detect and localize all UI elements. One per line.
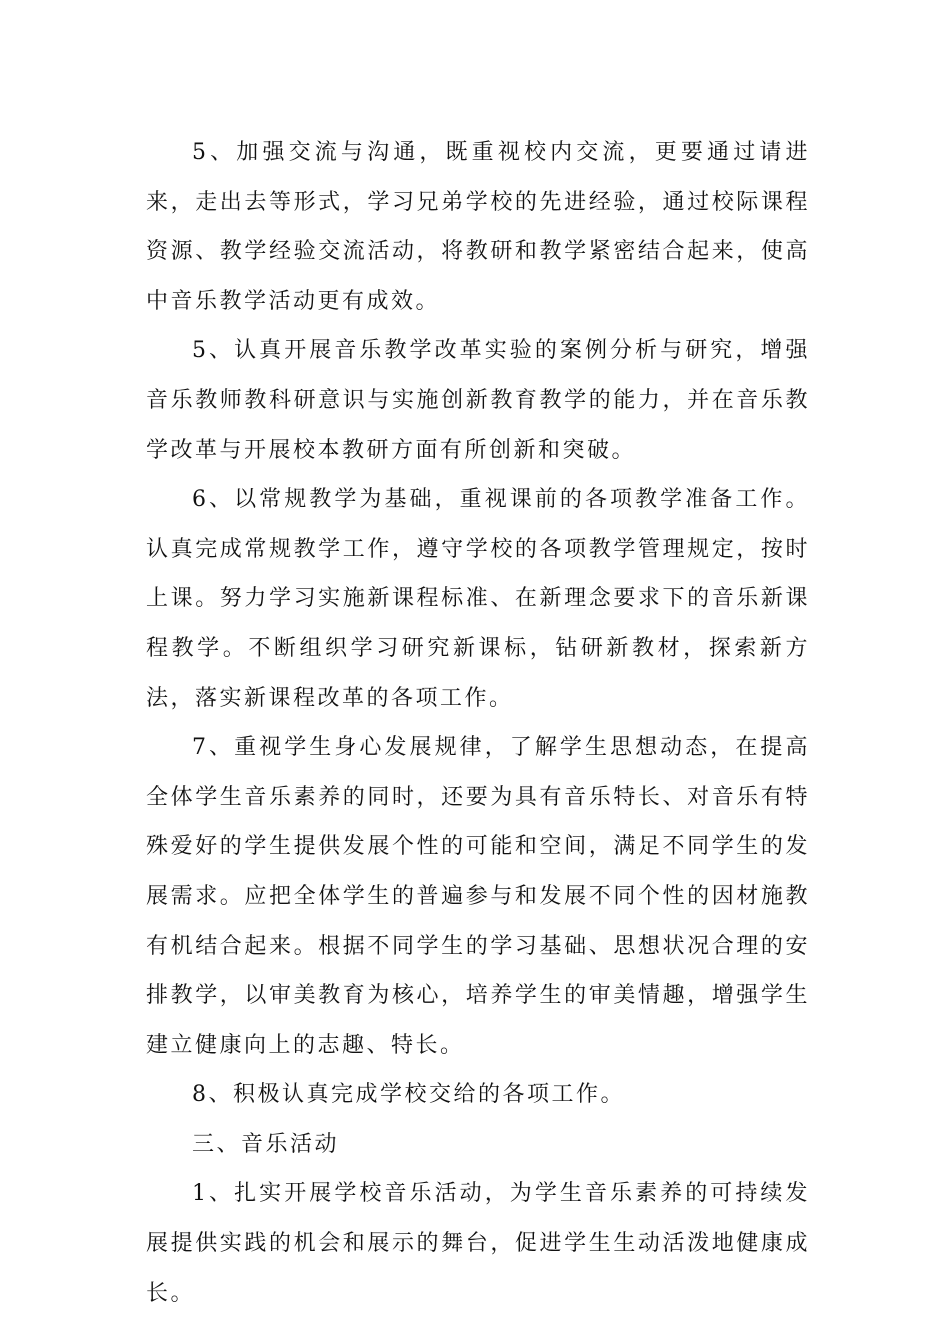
paragraph-item-5-exchange: 5、加强交流与沟通，既重视校内交流，更要通过请进来，走出去等形式，学习兄弟学校的先进经验，通过校际课程资源、教学经验交流活动，将教研和教学紧密结合起来，使高中音乐教学活动更有成效。: [146, 140, 810, 314]
paragraph-item-7: 7、重视学生身心发展规律，了解学生思想动态，在提高全体学生音乐素养的同时，还要为具有音乐特长、对音乐有特殊爱好的学生提供发展个性的可能和空间，满足不同学生的发展需求。应把全体学生的普遍参与和发展不同个性的因材施教有机结合起来。根据不同学生的学习基础、思想状况合理的安排教学，以审美教育为核心，培养学生的审美情趣，增强学生建立健康向上的志趣、特长。: [146, 735, 810, 1058]
document-body: [146, 128, 810, 1318]
paragraph-item-6: 6、以常规教学为基础，重视课前的各项教学准备工作。认真完成常规教学工作，遵守学校的各项教学管理规定，按时上课。努力学习实施新课程标准、在新理念要求下的音乐新课程教学。不断组织学习研究新课标，钻研新教材，探索新方法，落实新课程改革的各项工作。: [146, 487, 810, 711]
paragraph-item-5-research: 5、认真开展音乐教学改革实验的案例分析与研究，增强音乐教师教科研意识与实施创新教育教学的能力，并在音乐教学改革与开展校本教研方面有所创新和突破。: [146, 338, 810, 463]
paragraph-item-8: 8、积极认真完成学校交给的各项工作。: [192, 1082, 625, 1108]
paragraph-activity-1: 1、扎实开展学校音乐活动，为学生音乐素养的可持续发展提供实践的机会和展示的舞台，促进学生生动活泼地健康成长。: [146, 1181, 810, 1306]
section-heading-music-activities: 三、音乐活动: [192, 1131, 340, 1157]
